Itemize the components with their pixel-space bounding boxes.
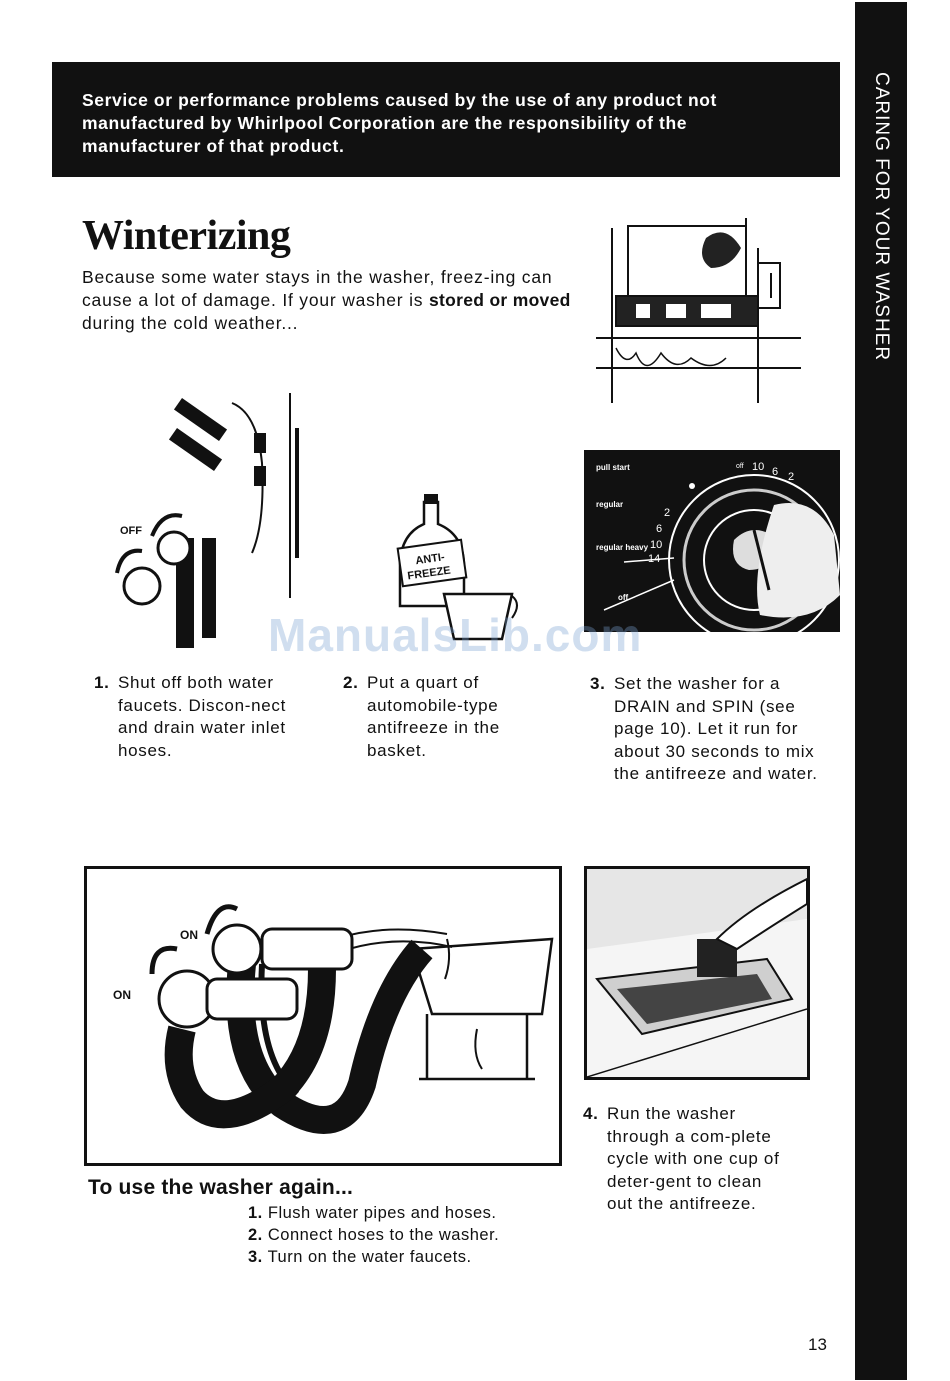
step-4-text: Run the washer through a com-plete cycle with one cup of deter-gent to clean out the antifreeze. <box>607 1104 780 1213</box>
intro-text-2: during the cold weather... <box>82 313 299 333</box>
dial-label-regular: regular <box>596 500 624 509</box>
step-2-number: 2. <box>343 673 359 692</box>
dial-num-10-top: 10 <box>752 461 765 473</box>
use-again-list <box>248 1202 499 1268</box>
use-again-item-2-text: Connect hoses to the washer. <box>267 1226 500 1244</box>
step-4 <box>583 1103 823 1243</box>
step-3 <box>590 673 820 833</box>
antifreeze-label-2: FREEZE <box>406 564 452 583</box>
dial-label-regular-heavy: regular heavy <box>596 543 649 552</box>
faucet-on-label-2: ON <box>113 988 131 1002</box>
dial-num-off: off <box>736 463 744 470</box>
dial-num-2-top: 2 <box>788 471 795 483</box>
use-again-item-1 <box>248 1202 499 1224</box>
dial-num-14-left: 14 <box>648 553 661 565</box>
step-1-number: 1. <box>94 673 110 692</box>
side-tab-label: CARING FOR YOUR WASHER <box>871 72 892 362</box>
detergent-photo <box>584 866 810 1080</box>
intro-bold-text: stored or moved <box>429 290 571 310</box>
step-3-text: Set the washer for a DRAIN and SPIN (see page 10). Let it run for about 30 seconds to mix the antifreeze and water. <box>614 674 818 783</box>
frozen-washer-illustration <box>596 218 801 403</box>
intro-paragraph <box>82 266 582 335</box>
watermark: ManualsLib.com <box>268 609 643 661</box>
intro-text-1: Because some water stays in the washer, freez-ing can cause a lot of damage. If your washer is <box>82 267 553 310</box>
step-2 <box>343 672 563 772</box>
antifreeze-label-1: ANTI- <box>414 551 446 568</box>
use-again-item-3-number: 3. <box>248 1248 263 1266</box>
dial-photo <box>584 450 840 632</box>
faucets-on-illustration <box>84 866 562 1166</box>
step-3-number: 3. <box>590 674 606 693</box>
use-again-item-2 <box>248 1224 499 1246</box>
use-again-item-3 <box>248 1246 499 1268</box>
notice-banner <box>52 62 840 177</box>
faucet-on-label-1: ON <box>180 928 198 942</box>
use-again-item-3-text: Turn on the water faucets. <box>267 1248 472 1266</box>
dial-num-6-top: 6 <box>772 466 779 478</box>
step-1 <box>94 672 324 772</box>
faucet-off-label: OFF <box>120 525 142 537</box>
use-again-item-2-number: 2. <box>248 1226 263 1244</box>
dial-label-pull-start: pull start <box>596 463 630 472</box>
dial-num-6-left: 6 <box>656 523 663 535</box>
step-4-number: 4. <box>583 1104 599 1123</box>
use-again-item-1-number: 1. <box>248 1204 263 1222</box>
side-tab-label-wrap <box>855 72 907 402</box>
section-title: Winterizing <box>82 213 291 259</box>
page-number: 13 <box>808 1335 827 1354</box>
dial-num-2-left: 2 <box>664 507 671 519</box>
step-2-text: Put a quart of automobile-type antifreeze in the basket. <box>367 673 500 760</box>
dial-num-10-left: 10 <box>650 539 663 551</box>
step-1-text: Shut off both water faucets. Discon-nect and drain water inlet hoses. <box>118 673 287 760</box>
dial-label-off: off <box>618 593 629 602</box>
notice-banner-text: Service or performance problems caused by the use of any product not manufactured by Whirlpool Corporation are the responsibility of the manufacturer of that product. <box>82 90 717 156</box>
use-again-heading: To use the washer again... <box>88 1176 354 1199</box>
use-again-item-1-text: Flush water pipes and hoses. <box>267 1204 497 1222</box>
side-tab <box>855 2 907 1380</box>
